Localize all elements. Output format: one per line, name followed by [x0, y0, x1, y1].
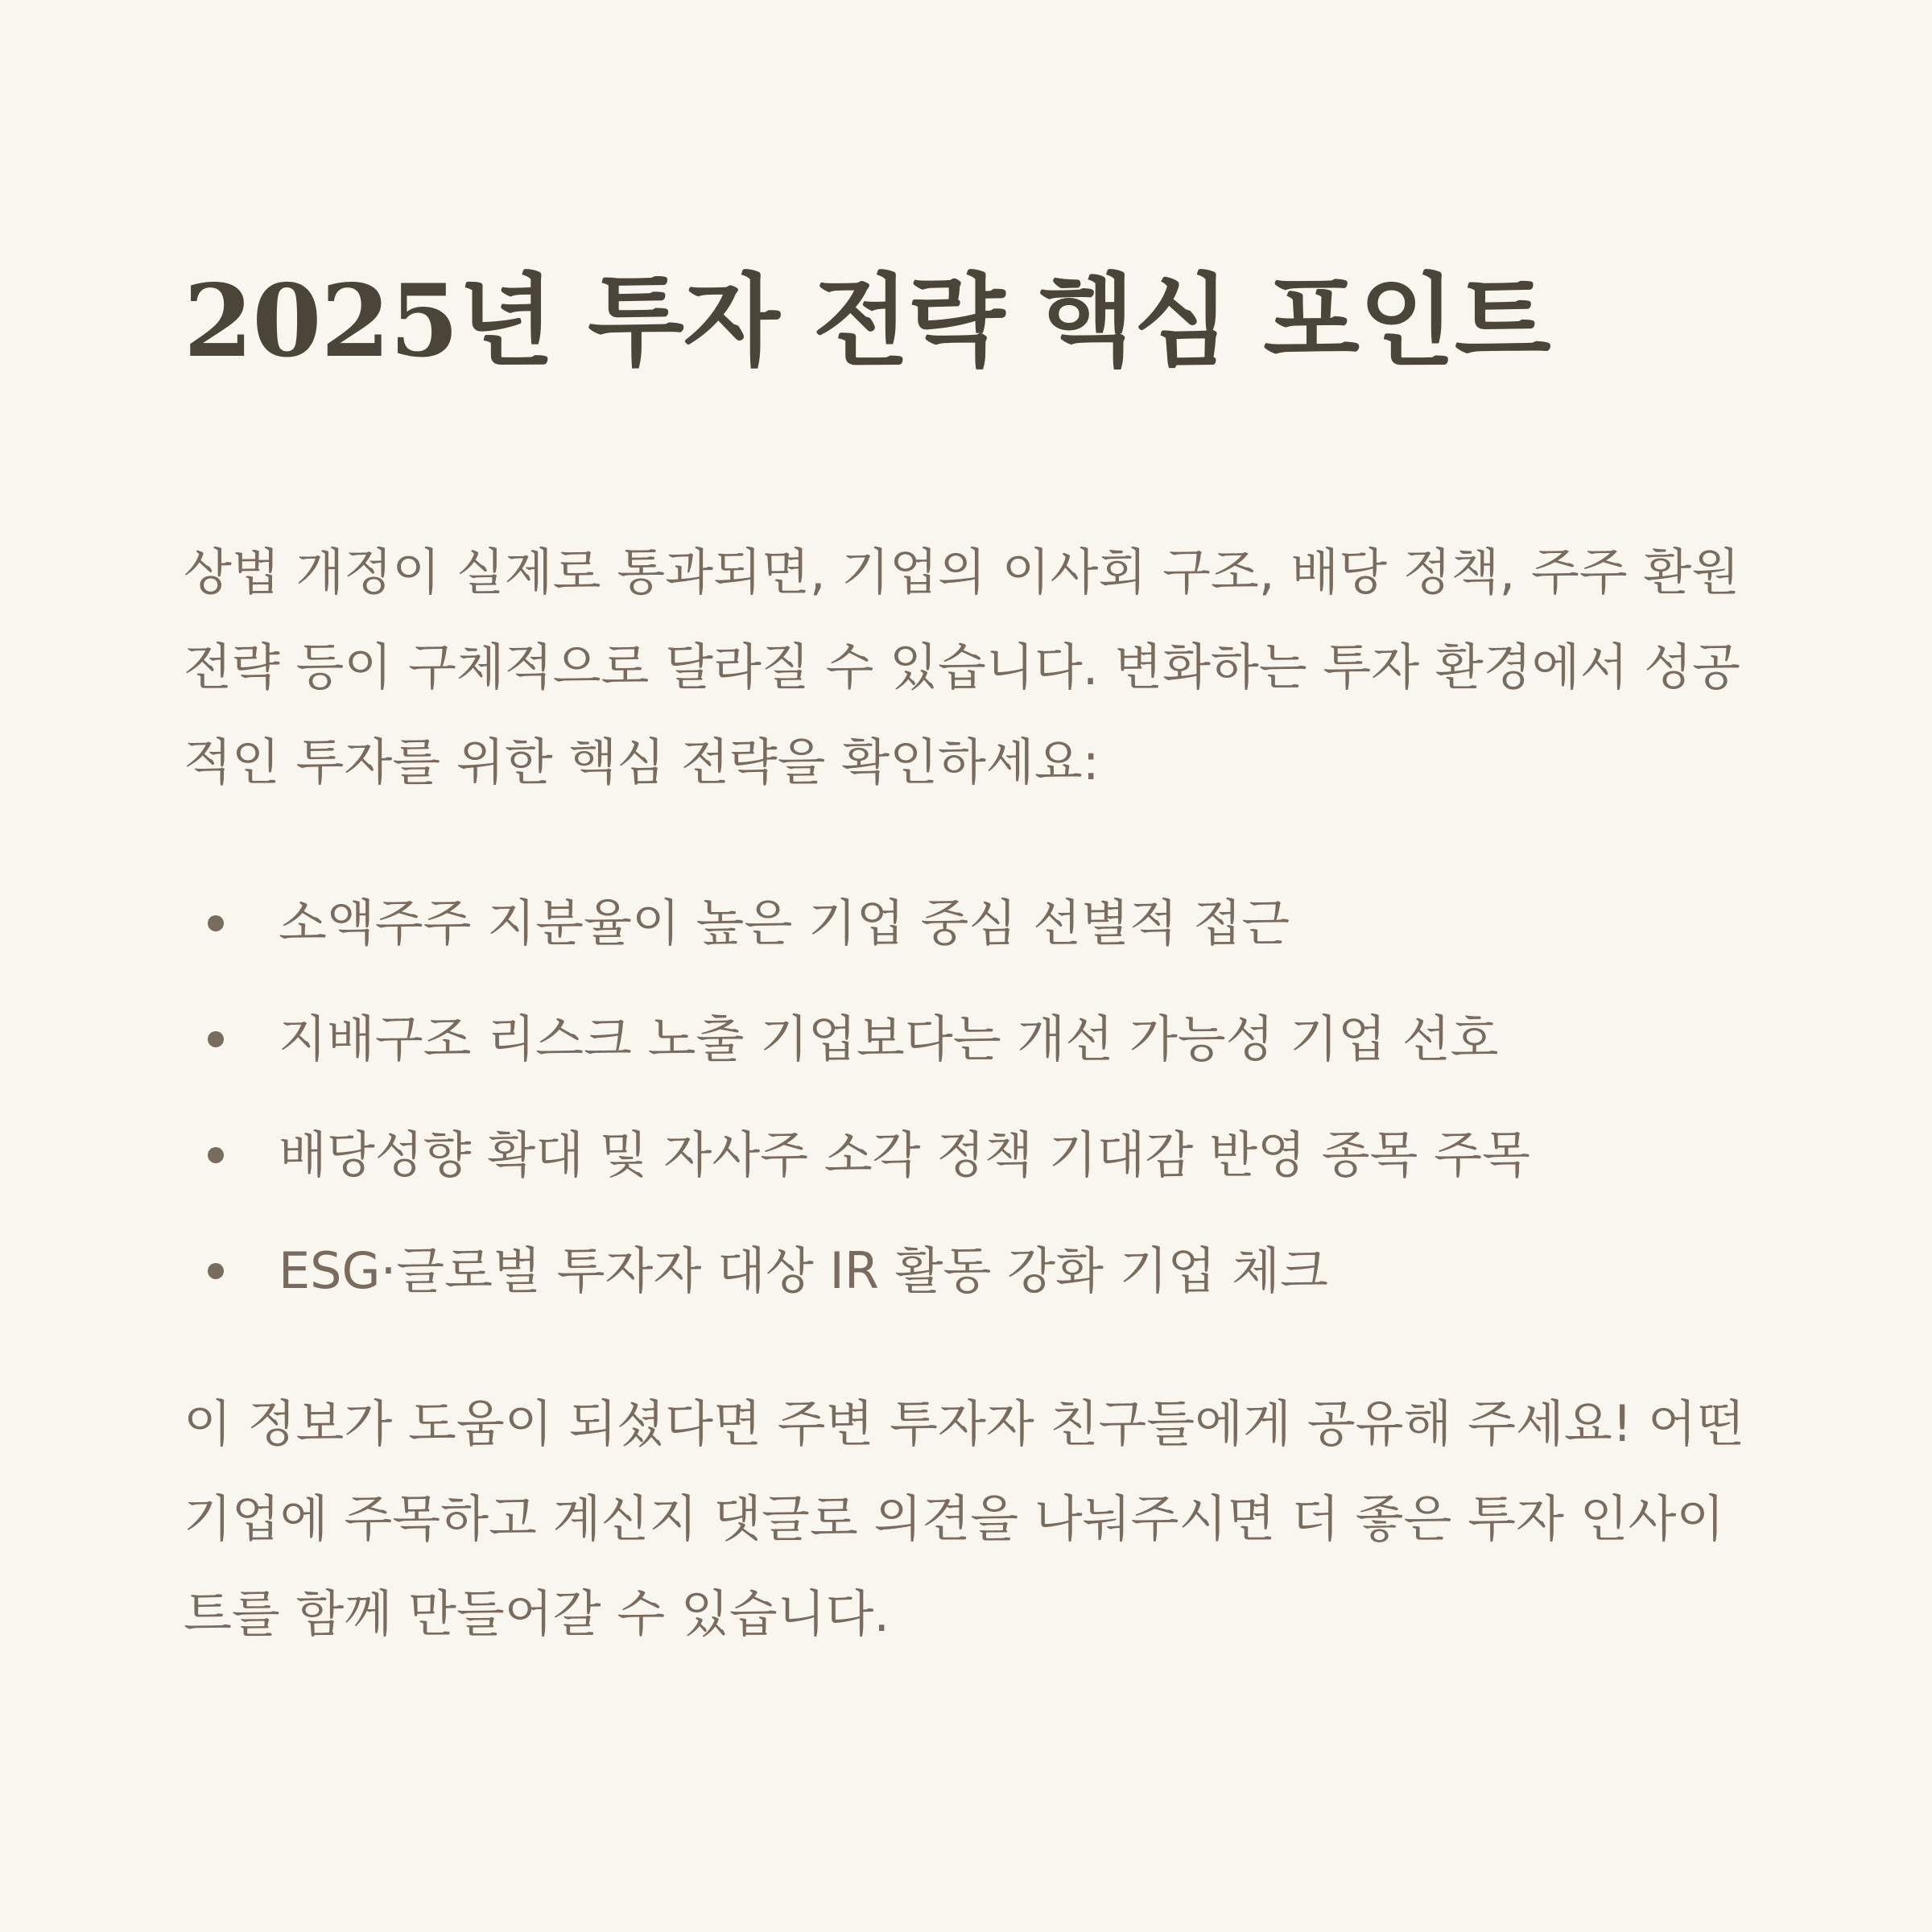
content-page [184, 0, 1761, 1932]
bullet-icon [208, 1147, 224, 1163]
bullet-icon [208, 915, 224, 931]
list-item-text: 소액주주 지분율이 높은 기업 중심 선별적 접근 [279, 894, 1290, 952]
strategy-list [184, 865, 1761, 1329]
intro-paragraph: 상법 개정이 실제로 통과되면, 기업의 이사회 구조, 배당 정책, 주주 환원 전략 등이 구체적으로 달라질 수 있습니다. 변화하는 투자 환경에서 성공적인 투자를 위한 핵심 전략을 확인하세요: [184, 543, 1740, 791]
list-item-text: 지배구조 리스크 노출 기업보다는 개선 가능성 기업 선호 [279, 1009, 1499, 1068]
bullet-icon [208, 1031, 224, 1047]
bullet-icon [208, 1263, 224, 1279]
list-item [184, 1097, 1761, 1213]
list-item-text: 배당성향 확대 및 자사주 소각 정책 기대감 반영 종목 주목 [279, 1125, 1530, 1184]
list-item-text: ESG·글로벌 투자자 대상 IR 활동 강화 기업 체크 [279, 1241, 1328, 1300]
closing-paragraph: 이 정보가 도움이 되셨다면 주변 투자자 친구들에게 공유해 주세요! 어떤 기업에 주목하고 계신지 댓글로 의견을 나눠주시면 더 좋은 투자 인사이트를 함께 만들어갈 수 있습니다. [184, 1394, 1745, 1643]
list-item [184, 981, 1761, 1097]
list-item [184, 1213, 1761, 1329]
page-title: 2025년 투자 전략 핵심 포인트 [184, 263, 1550, 380]
list-item [184, 865, 1761, 981]
